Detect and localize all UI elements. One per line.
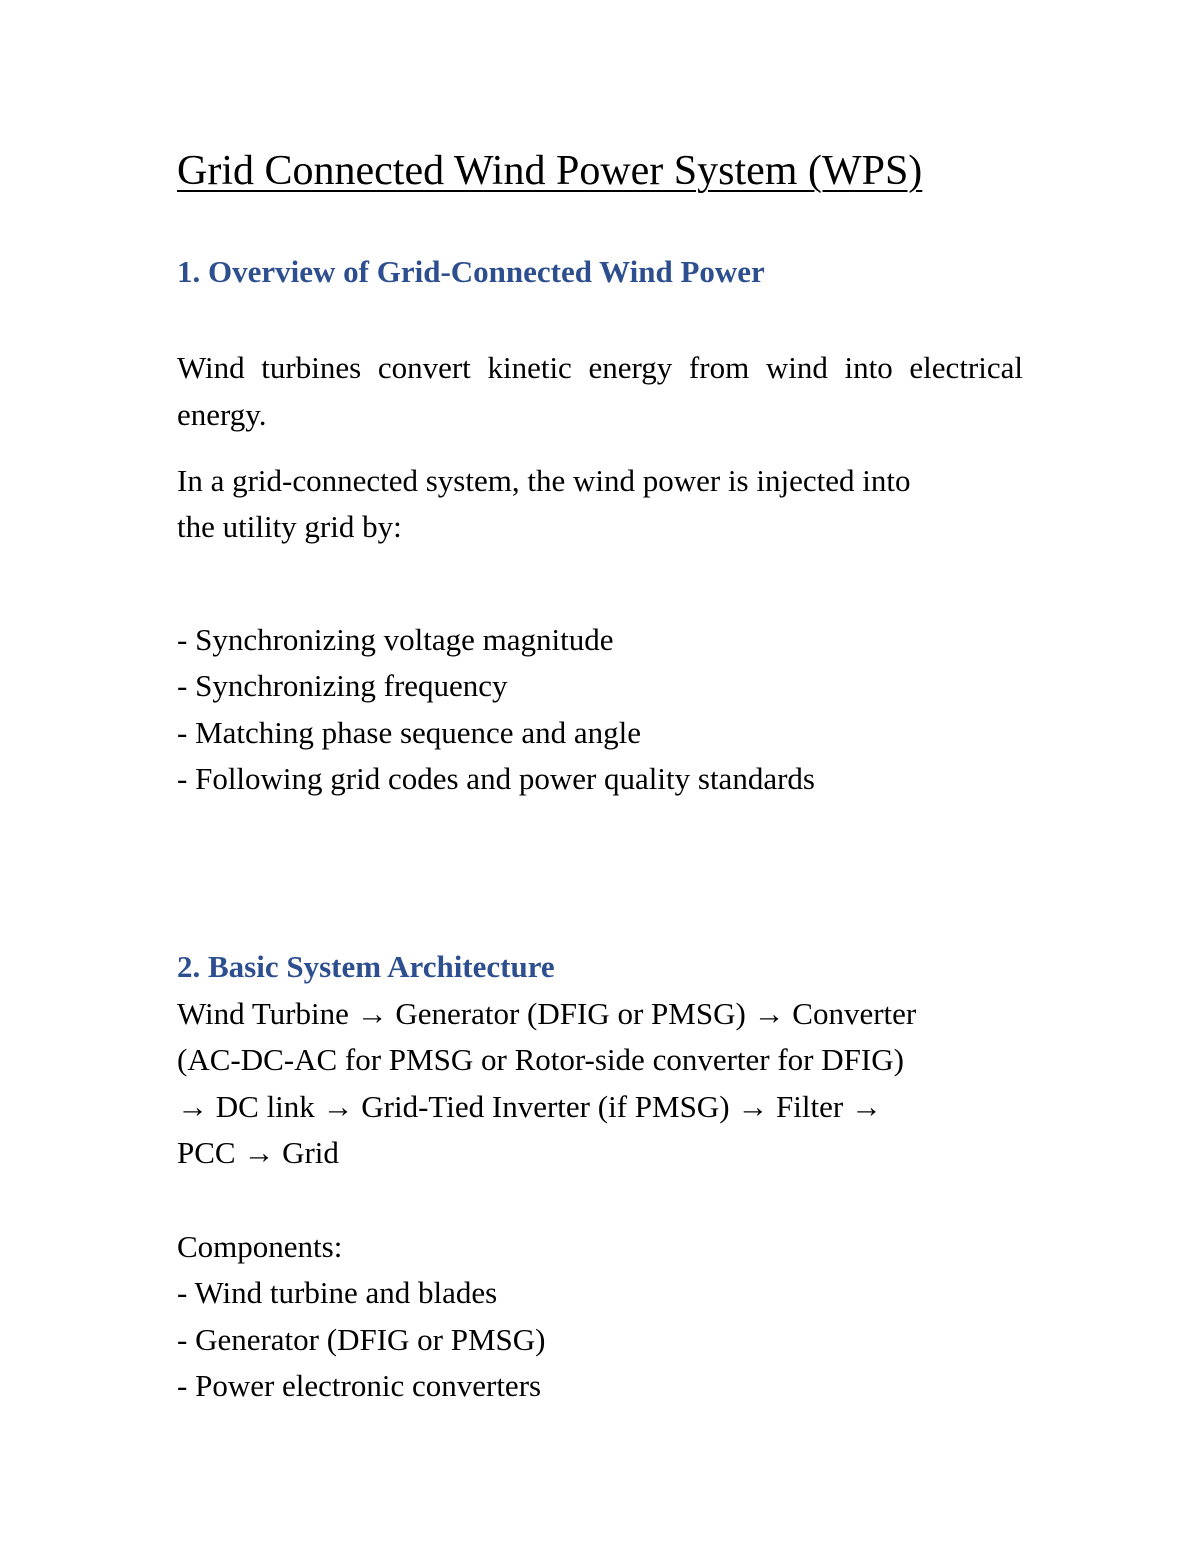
section-2-heading: 2. Basic System Architecture <box>177 949 555 984</box>
document-title: Grid Connected Wind Power System (WPS) <box>177 148 923 194</box>
architecture-line: Wind Turbine → Generator (DFIG or PMSG) → Converter <box>177 996 917 1031</box>
section-1-paragraph-1: Wind turbines convert kinetic energy from wind into electrical energy. <box>177 350 1023 432</box>
list-item: - Wind turbine and blades <box>177 1275 498 1310</box>
list-item: - Synchronizing voltage magnitude <box>177 622 614 657</box>
architecture-line: (AC-DC-AC for PMSG or Rotor-side converter for DFIG) <box>177 1042 904 1077</box>
list-item: - Following grid codes and power quality standards <box>177 761 815 796</box>
list-item: - Power electronic converters <box>177 1368 542 1403</box>
components-label: Components: <box>177 1229 343 1264</box>
list-item: - Synchronizing frequency <box>177 668 508 703</box>
architecture-line: PCC → Grid <box>177 1135 339 1170</box>
section-1-paragraph-2-line-1: In a grid-connected system, the wind power is injected into <box>177 463 911 498</box>
architecture-line: → DC link → Grid-Tied Inverter (if PMSG) → Filter → <box>177 1089 882 1124</box>
section-1-heading: 1. Overview of Grid-Connected Wind Power <box>177 254 765 289</box>
section-1-paragraph-2-line-2: the utility grid by: <box>177 509 402 544</box>
list-item: - Generator (DFIG or PMSG) <box>177 1322 546 1357</box>
list-item: - Matching phase sequence and angle <box>177 715 641 750</box>
